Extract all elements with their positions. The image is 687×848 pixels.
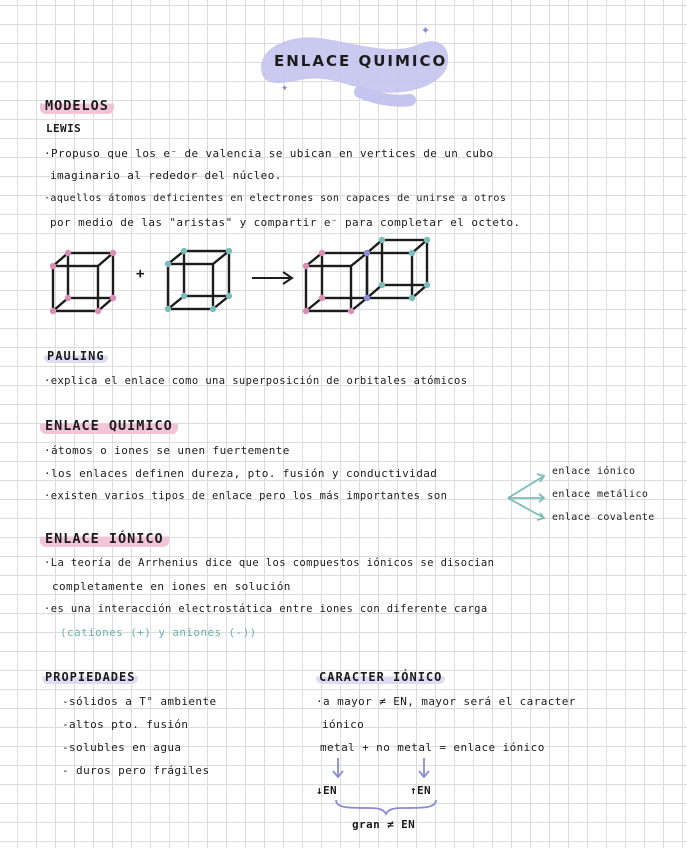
page-title: ENLACE QUIMICO	[274, 52, 448, 70]
caracter-ionico-line-3: metal + no metal = enlace iónico	[320, 741, 545, 754]
bond-type-ionic: enlace iónico	[552, 466, 636, 477]
en-arrows	[326, 756, 446, 786]
enlace-ionico-line-2: completamente en iones en solución	[52, 580, 291, 593]
propiedad-2: -altos pto. fusión	[62, 718, 189, 731]
bond-types-branch-arrows	[500, 468, 560, 528]
en-brace	[330, 798, 450, 818]
low-en-label: ↓EN	[316, 784, 338, 797]
enlace-ionico-note: (cationes (+) y aniones (-))	[60, 626, 257, 639]
lewis-line-4: por medio de las "aristas" y compartir e⁻ para completar el octeto.	[50, 216, 521, 229]
propiedad-1: -sólidos a T° ambiente	[62, 695, 217, 708]
caracter-ionico-line-2: iónico	[322, 718, 365, 731]
pauling-line-1: ·explica el enlace como una superposición de orbitales atómicos	[44, 375, 468, 387]
propiedad-4: - duros pero frágiles	[62, 764, 210, 777]
enlace-quimico-line-1: ·átomos o iones se unen fuertemente	[44, 444, 290, 457]
enlace-quimico-line-3: ·existen varios tipos de enlace pero los más importantes son	[44, 490, 448, 502]
section-heading-modelos: MODELOS	[40, 98, 114, 114]
section-heading-caracter-ionico: CARACTER IÓNICO	[316, 670, 445, 684]
plus-sign: +	[136, 266, 145, 282]
subheading-pauling: PAULING	[44, 349, 108, 363]
sparkle-icon-bottom: ✦	[281, 80, 289, 94]
section-heading-enlace-quimico: ENLACE QUIMICO	[40, 418, 178, 434]
sparkle-icon-top: ✦	[421, 20, 431, 38]
cube-left	[53, 253, 113, 311]
bond-type-metallic: enlace metálico	[552, 489, 649, 500]
propiedad-3: -solubles en agua	[62, 741, 182, 754]
section-heading-propiedades: PROPIEDADES	[42, 670, 138, 684]
lewis-line-1: ·Propuso que los e⁻ de valencia se ubican en vertices de un cubo	[44, 147, 494, 160]
bond-type-covalent: enlace covalente	[552, 512, 655, 523]
enlace-ionico-line-3: ·es una interacción electrostática entre iones con diferente carga	[44, 603, 488, 615]
lewis-line-3: ·aquellos átomos deficientes en electrones son capaces de unirse a otros	[44, 193, 507, 204]
enlace-ionico-line-1: ·La teoría de Arrhenius dice que los compuestos iónicos se disocian	[44, 557, 495, 569]
caracter-ionico-line-1: ·a mayor ≠ EN, mayor será el caracter	[316, 695, 576, 708]
subheading-lewis: LEWIS	[46, 122, 82, 135]
cube-middle	[168, 251, 229, 309]
gran-diferencia-en-label: gran ≠ EN	[352, 818, 416, 831]
enlace-quimico-line-2: ·los enlaces definen dureza, pto. fusión y conductividad	[44, 467, 438, 480]
lewis-line-2: imaginario al rededor del núcleo.	[50, 169, 282, 182]
high-en-label: ↑EN	[410, 784, 432, 797]
section-heading-enlace-ionico: ENLACE IÓNICO	[40, 531, 169, 547]
lewis-cube-diagram	[0, 236, 687, 336]
